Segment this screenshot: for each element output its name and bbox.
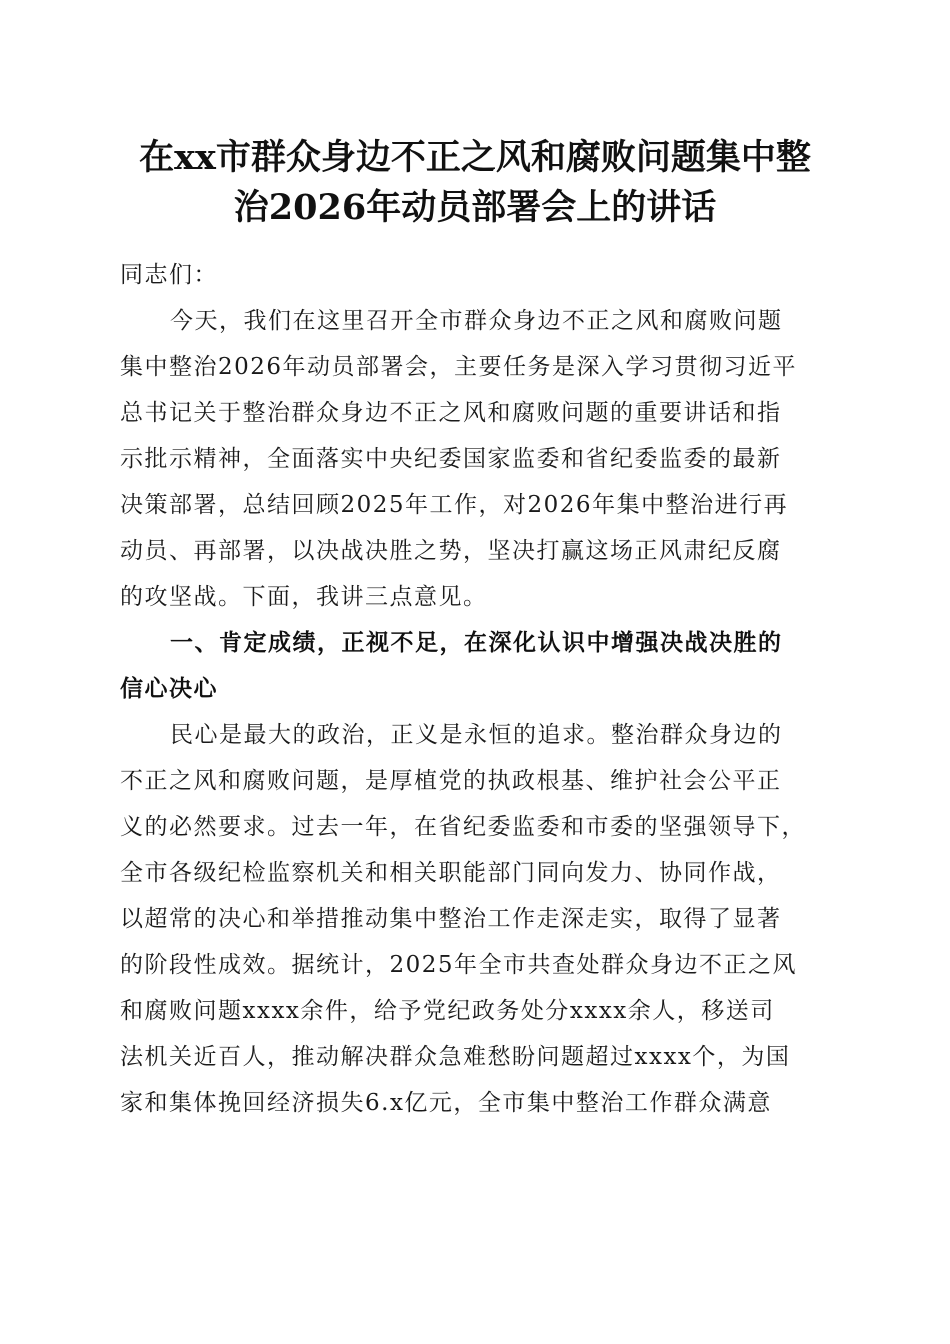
section-heading-1	[120, 620, 830, 712]
title-line-1: 在xx市群众身边不正之风和腐败问题集中整	[139, 137, 811, 178]
paragraph-line: 不正之风和腐败问题，是厚植党的执政根基、维护社会公平正	[120, 768, 782, 794]
paragraph-line: 动员、再部署，以决战决胜之势，坚决打赢这场正风肃纪反腐	[120, 538, 782, 564]
salutation: 同志们：	[120, 262, 218, 288]
paragraph-line: 的阶段性成效。据统计，2025年全市共查处群众身边不正之风	[120, 952, 798, 978]
paragraph-line: 示批示精神，全面落实中央纪委国家监委和省纪委监委的最新	[120, 446, 782, 472]
document-title	[110, 133, 840, 233]
paragraph-line: 今天，我们在这里召开全市群众身边不正之风和腐败问题	[170, 308, 783, 334]
paragraph-line: 民心是最大的政治，正义是永恒的追求。整治群众身边的	[170, 722, 783, 748]
paragraph-line: 家和集体挽回经济损失6.x亿元，全市集中整治工作群众满意	[120, 1090, 772, 1116]
paragraph-line: 全市各级纪检监察机关和相关职能部门同向发力、协同作战，	[120, 860, 782, 886]
paragraph-line: 以超常的决心和举措推动集中整治工作走深走实，取得了显著	[120, 906, 782, 932]
paragraph-line: 总书记关于整治群众身边不正之风和腐败问题的重要讲话和指	[120, 400, 782, 426]
heading-line: 一、肯定成绩，正视不足，在深化认识中增强决战决胜的	[170, 630, 783, 656]
paragraph-2	[120, 712, 830, 1126]
document-body	[120, 252, 830, 1126]
paragraph-1	[120, 298, 830, 620]
heading-line: 信心决心	[120, 676, 218, 702]
title-line-2: 治2026年动员部署会上的讲话	[233, 187, 717, 228]
paragraph-line: 法机关近百人，推动解决群众急难愁盼问题超过xxxx个，为国	[120, 1044, 791, 1070]
paragraph-line: 的攻坚战。下面，我讲三点意见。	[120, 584, 488, 610]
paragraph-line: 集中整治2026年动员部署会，主要任务是深入学习贯彻习近平	[120, 354, 798, 380]
paragraph-line: 决策部署，总结回顾2025年工作，对2026年集中整治进行再	[120, 492, 789, 518]
paragraph-line: 义的必然要求。过去一年，在省纪委监委和市委的坚强领导下，	[120, 814, 806, 840]
paragraph-line: 和腐败问题xxxx余件，给予党纪政务处分xxxx余人，移送司	[120, 998, 775, 1024]
